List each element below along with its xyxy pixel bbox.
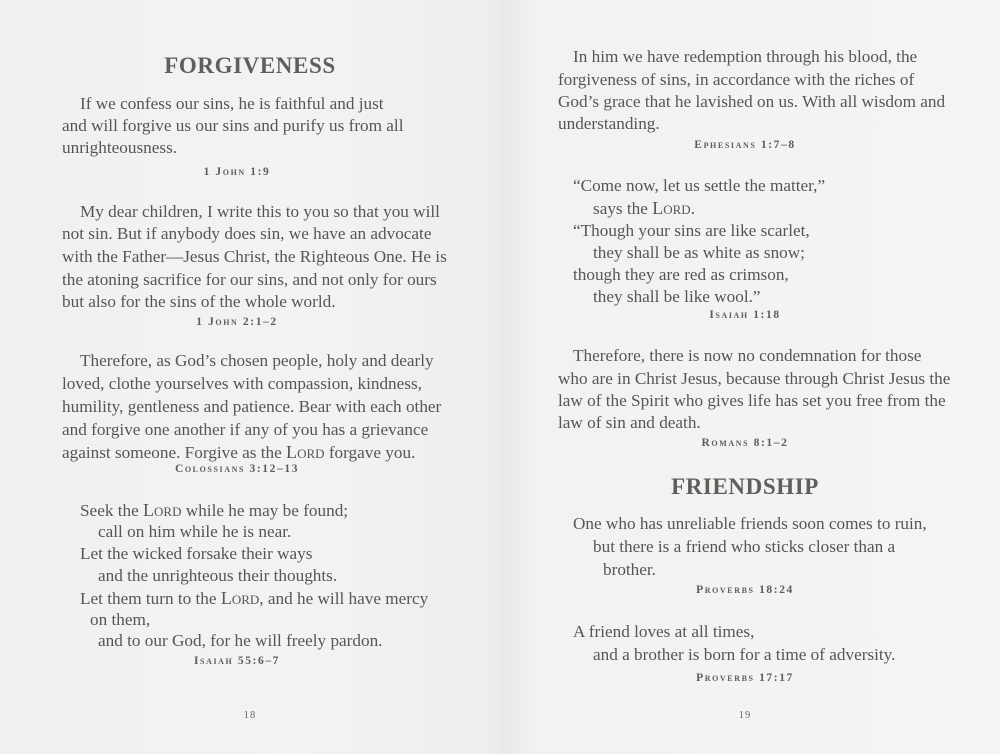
- verse-line: If we confess our sins, he is faithful and just: [80, 94, 384, 113]
- verse-line: but also for the sins of the whole world.: [62, 292, 336, 311]
- verse-line: though they are red as crimson,: [573, 265, 789, 284]
- verse-line: and a brother is born for a time of adversity.: [593, 645, 896, 664]
- small-caps-lord: Lord: [286, 442, 325, 462]
- verse-line: and the unrighteous their thoughts.: [98, 566, 338, 585]
- verse-line: law of sin and death.: [558, 413, 701, 432]
- small-caps-lord: Lord: [143, 500, 182, 520]
- right-page: [500, 0, 1000, 754]
- verse-line: but there is a friend who sticks closer than a: [593, 537, 896, 556]
- verse-line: Seek the Lord while he may be found;: [80, 500, 349, 520]
- verse-line: with the Father—Jesus Christ, the Righteous One. He is: [62, 247, 447, 266]
- verse-line: One who has unreliable friends soon comes to ruin,: [573, 514, 927, 533]
- verse-line: A friend loves at all times,: [573, 622, 755, 641]
- verse-line: and will forgive us our sins and purify us from all: [62, 116, 404, 135]
- scripture-reference: Ephesians 1:7–8: [694, 139, 796, 151]
- verse-line: says the Lord.: [593, 198, 695, 218]
- verse-line: and to our God, for he will freely pardon.: [98, 631, 383, 650]
- scripture-reference: Isaiah 55:6–7: [193, 655, 281, 667]
- verse-line: they shall be like wool.”: [593, 287, 761, 306]
- scripture-reference: 1 John 2:1–2: [196, 316, 278, 328]
- section-heading: FORGIVENESS: [164, 53, 336, 78]
- verse-line: understanding.: [558, 114, 660, 133]
- verse-line: “Come now, let us settle the matter,”: [573, 176, 826, 195]
- verse-line: and forgive one another if any of you has a grievance: [62, 420, 429, 439]
- verse-line: the atoning sacrifice for our sins, and not only for ours: [62, 270, 437, 289]
- verse-line: not sin. But if anybody does sin, we have an advocate: [62, 224, 432, 243]
- small-caps-lord: Lord: [220, 588, 260, 608]
- scripture-reference: Colossians 3:12–13: [174, 463, 300, 475]
- scripture-reference: Romans 8:1–2: [701, 437, 789, 449]
- verse-line: on them,: [90, 610, 151, 629]
- scripture-reference: Isaiah 1:18: [709, 309, 781, 321]
- verse-line: Therefore, there is now no condemnation for those: [573, 346, 922, 365]
- page-number: 18: [243, 710, 257, 721]
- verse-line: call on him while he is near.: [98, 522, 292, 541]
- page-number: 19: [738, 710, 752, 721]
- verse-line: humility, gentleness and patience. Bear with each other: [62, 397, 442, 416]
- verse-line: forgiveness of sins, in accordance with the riches of: [558, 70, 915, 89]
- small-caps-lord: Lord: [652, 198, 691, 218]
- scripture-reference: Proverbs 17:17: [696, 672, 794, 684]
- verse-line: unrighteousness.: [62, 138, 178, 157]
- verse-line: God’s grace that he lavished on us. With all wisdom and: [558, 92, 946, 111]
- verse-line: against someone. Forgive as the Lord forgave you.: [62, 442, 416, 462]
- verse-line: loved, clothe yourselves with compassion, kindness,: [62, 374, 422, 393]
- verse-line: Let the wicked forsake their ways: [80, 544, 313, 563]
- verse-line: they shall be as white as snow;: [593, 243, 805, 262]
- scripture-reference: 1 John 1:9: [203, 166, 271, 178]
- verse-line: who are in Christ Jesus, because through Christ Jesus the: [558, 369, 951, 388]
- section-heading: FRIENDSHIP: [671, 474, 819, 499]
- verse-line: brother.: [603, 560, 656, 579]
- verse-line: Therefore, as God’s chosen people, holy and dearly: [80, 351, 434, 370]
- verse-line: law of the Spirit who gives life has set you free from the: [558, 391, 946, 410]
- scripture-reference: Proverbs 18:24: [696, 584, 794, 596]
- verse-line: Let them turn to the Lord, and he will have mercy: [80, 588, 429, 608]
- verse-line: My dear children, I write this to you so that you will: [80, 202, 440, 221]
- verse-line: “Though your sins are like scarlet,: [573, 221, 810, 240]
- verse-line: In him we have redemption through his blood, the: [573, 47, 918, 66]
